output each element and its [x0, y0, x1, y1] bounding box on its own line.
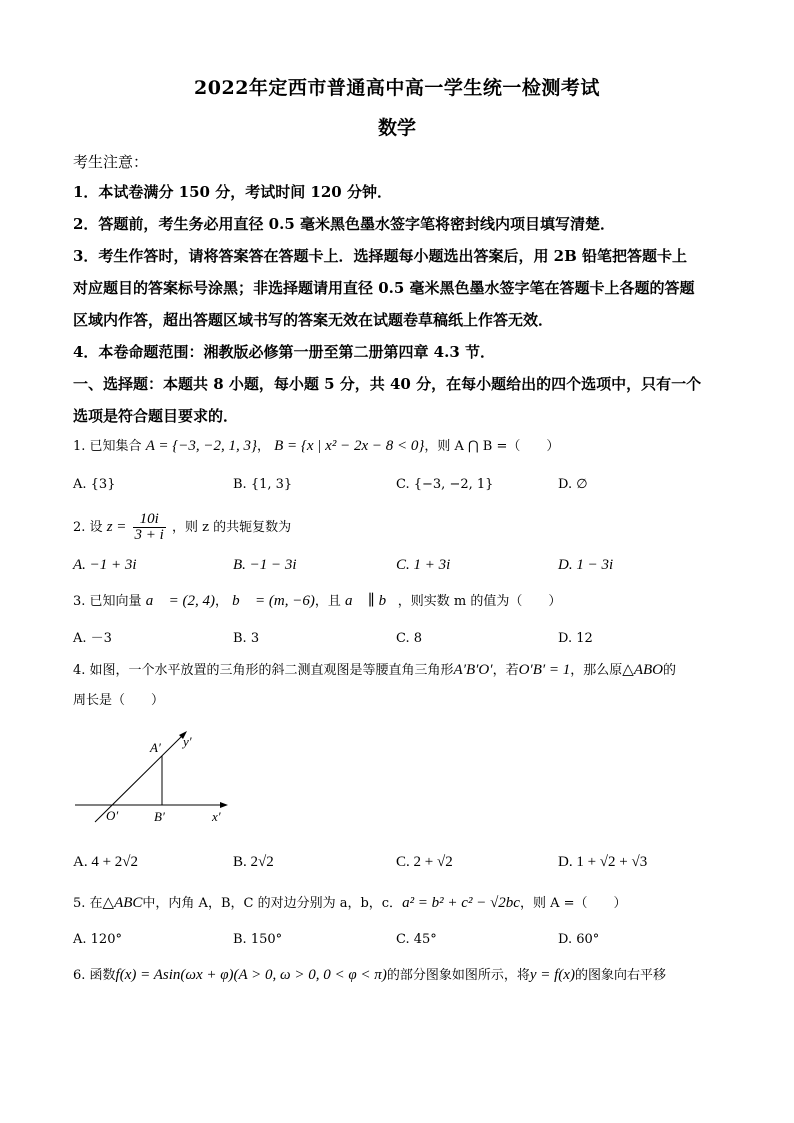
q6-y: y = f(x)	[529, 967, 575, 983]
q4-triangle: A′B′O′	[453, 662, 493, 678]
q4-option-d: D. 1 + √2 + √3	[558, 854, 648, 870]
label-a: A′	[150, 740, 161, 755]
notice-item-3-cont2: 区域内作答，超出答题区域书写的答案无效在试题卷草稿纸上作答无效．	[73, 311, 554, 329]
exam-title: 2022年定西市普通高中高一学生统一检测考试	[194, 77, 600, 99]
q4-text-a: 4. 如图，一个水平放置的三角形的斜二测直观图是等腰直角三角形	[73, 663, 454, 678]
exam-subject: 数学	[377, 117, 416, 139]
q1-option-d: D. ∅	[558, 477, 588, 492]
q3-prefix: 3. 已知向量	[73, 594, 142, 609]
q6-mid: 的部分图象如图所示，将	[386, 968, 530, 983]
x-axis-arrow	[220, 802, 228, 808]
q4-text-b: ，若	[492, 663, 519, 678]
q4-option-b: B. 2√2	[233, 854, 274, 870]
label-b: B′	[154, 809, 165, 824]
q3-option-b: B. 3	[233, 631, 260, 646]
q3-option-c: C. 8	[396, 631, 423, 646]
q3-option-d: D. 12	[558, 631, 593, 646]
question-1	[73, 437, 559, 456]
q5-option-a: A. 120°	[73, 932, 122, 947]
q1-prefix: 1. 已知集合	[73, 439, 142, 454]
notice-item-1: 1．本试卷满分 150 分，考试时间 120 分钟．	[73, 183, 392, 201]
q5-triangle: △ABC	[102, 895, 143, 911]
label-o: O′	[106, 808, 119, 823]
notice-item-2: 2．答题前，考生务必用直径 0.5 毫米黑色墨水签字笔将密封线内项目填写清楚．	[73, 215, 615, 233]
q5-prefix: 5. 在	[73, 896, 103, 911]
question-2	[73, 512, 291, 543]
q2-option-a: A. −1 + 3i	[73, 557, 137, 573]
q3-parallel: a⃗ ∥ b⃗	[345, 593, 398, 609]
q6-suffix: 的图象向右平移	[574, 968, 666, 983]
q5-suffix: ，则 A =（ ）	[519, 896, 627, 911]
q3-suffix: ，则实数 m 的值为（ ）	[397, 594, 562, 609]
q4-option-a: A. 4 + 2√2	[73, 854, 139, 870]
notice-item-4: 4．本卷命题范围：湘教版必修第一册至第二册第四章 4.3 节．	[73, 343, 495, 361]
q2-fraction	[133, 512, 166, 543]
q3-vector-a: a⃗ = (2, 4)	[145, 593, 215, 609]
section-heading-cont: 选项是符合题目要求的．	[73, 407, 239, 425]
q6-function: f(x) = Asin(ωx + φ)(A > 0, ω > 0, 0 < φ < π)	[115, 967, 387, 983]
notice-item-3-cont: 对应题目的答案标号涂黑；非选择题请用直径 0.5 毫米黑色墨水签字笔在答题卡上各题的答题	[73, 279, 695, 297]
q1-suffix: ，则 A ⋂ B =（ ）	[424, 439, 560, 454]
question-4	[73, 661, 676, 680]
q2-option-c: C. 1 + 3i	[396, 557, 451, 573]
q5-option-b: B. 150°	[233, 932, 283, 947]
q1-set-b: B = {x | x² − 2x − 8 < 0}	[274, 438, 425, 454]
q5-option-c: C. 45°	[396, 932, 437, 947]
q3-vector-b: b⃗ = (m, −6)	[232, 593, 315, 609]
q1-option-c: C. {−3, −2, 1}	[396, 477, 494, 492]
q3-option-a: A. －3	[73, 631, 112, 646]
q2-option-d: D. 1 − 3i	[558, 557, 614, 573]
q3-mid: ，且	[314, 594, 341, 609]
q6-prefix: 6. 函数	[73, 968, 116, 983]
q2-lhs: z =	[106, 519, 127, 535]
section-heading: 一、选择题：本题共 8 小题，每小题 5 分，共 40 分，在每小题给出的四个选项中，只有一个	[73, 375, 702, 393]
question-3	[73, 592, 561, 611]
q2-denominator: 3 + i	[134, 527, 164, 543]
q4-figure	[70, 728, 240, 828]
q1-set-a: A = {−3, −2, 1, 3}	[145, 438, 257, 454]
q4-original: △ABO	[622, 662, 663, 678]
q1-sep: ，	[256, 439, 270, 454]
q4-text-d: 的	[662, 663, 676, 678]
question-6	[73, 966, 666, 985]
q2-prefix: 2. 设	[73, 520, 103, 535]
q3-sep: ，	[214, 594, 228, 609]
q1-option-b: B. {1, 3}	[233, 477, 293, 492]
question-4-cont: 周长是（ ）	[73, 693, 165, 708]
q2-option-b: B. −1 − 3i	[233, 557, 297, 573]
q4-text-c: ，那么原	[570, 663, 623, 678]
q4-option-c: C. 2 + √2	[396, 854, 453, 870]
q5-mid: 中，内角 A，B，C 的对边分别为 a，b，c．	[142, 896, 403, 911]
notice-item-3: 3．考生作答时，请将答案答在答题卡上．选择题每小题选出答案后，用 2B 铅笔把答题卡上	[73, 247, 688, 265]
q2-suffix: ，则 z 的共轭复数为	[171, 520, 292, 535]
q5-option-d: D. 60°	[558, 932, 600, 947]
label-x: x′	[212, 809, 221, 824]
notice-heading: 考生注意：	[73, 153, 149, 171]
q2-numerator: 10i	[133, 512, 166, 528]
q5-equation: a² = b² + c² − √2bc	[402, 895, 520, 911]
label-y: y′	[183, 734, 192, 749]
q4-condition: O′B′ = 1	[518, 662, 571, 678]
q1-option-a: A. {3}	[73, 477, 116, 492]
question-5	[73, 894, 627, 913]
